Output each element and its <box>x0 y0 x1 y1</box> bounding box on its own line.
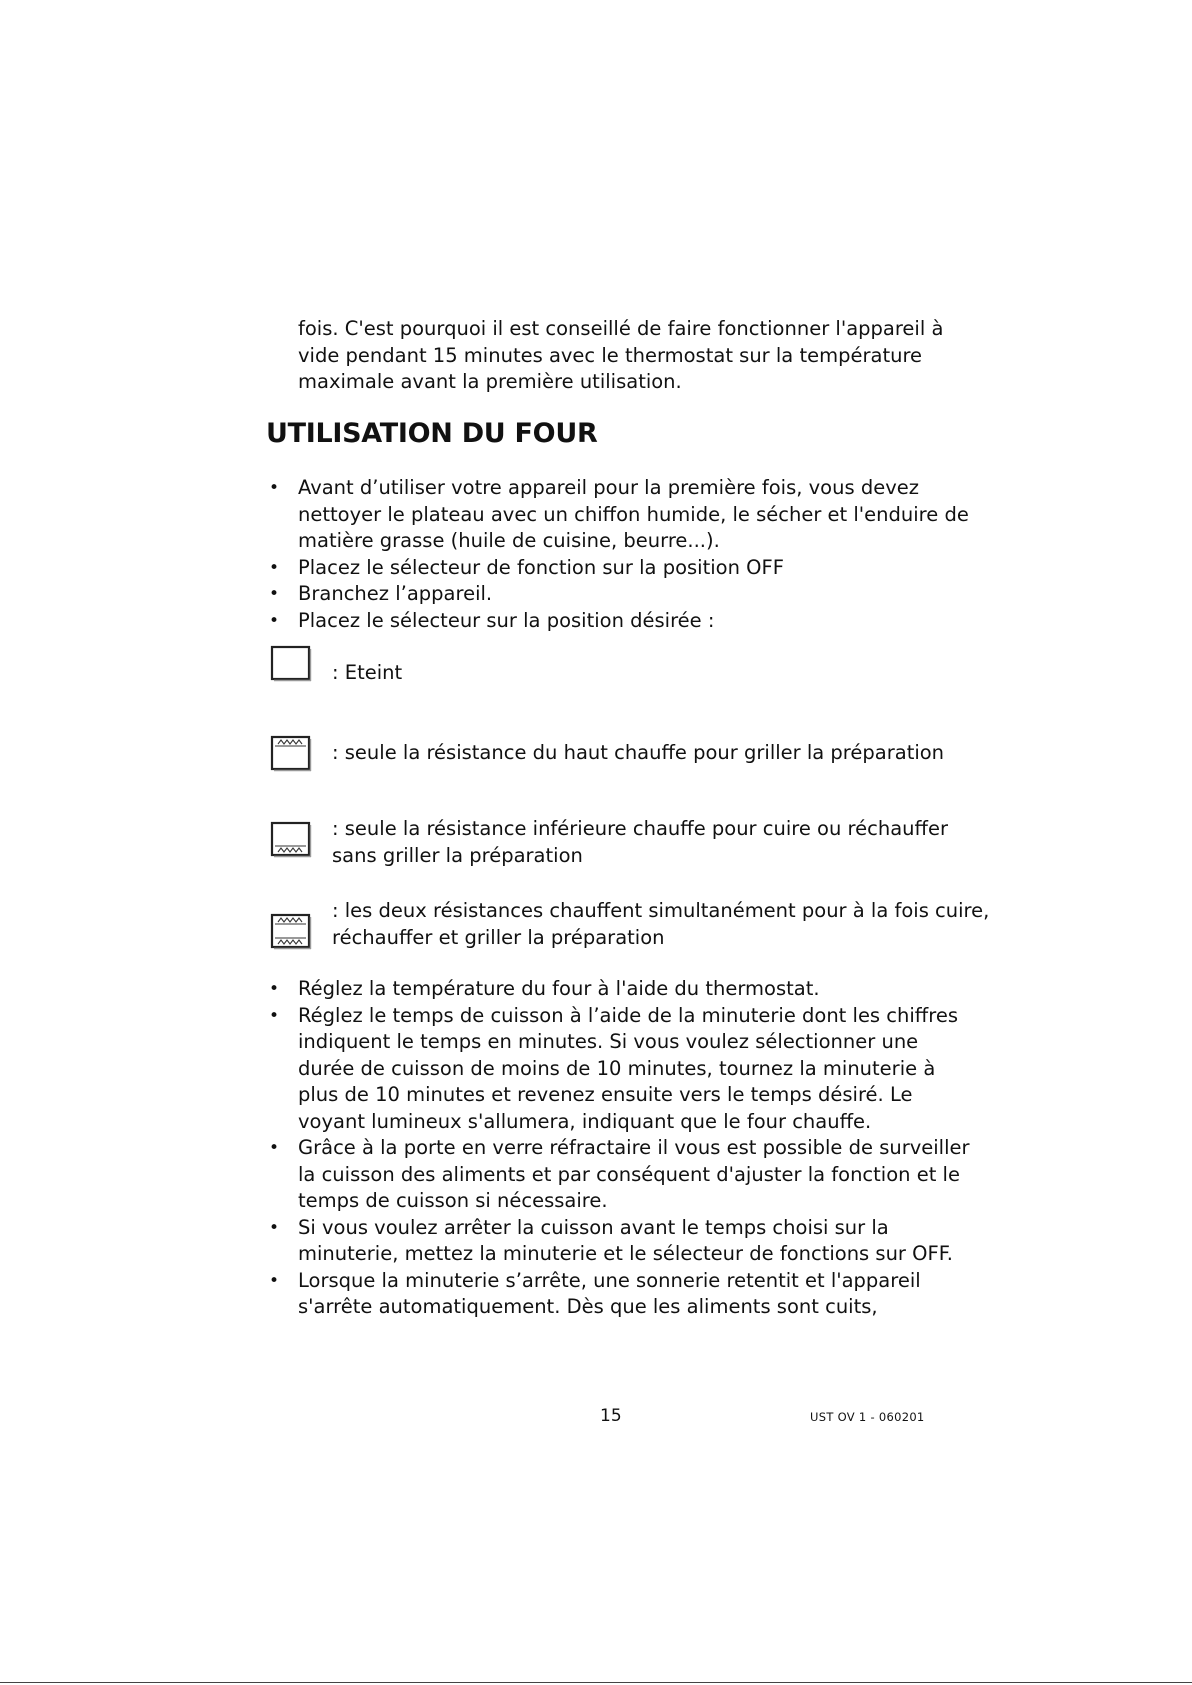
mode-off-label: : Eteint <box>332 661 403 684</box>
mode-top-heat-label: : seule la résistance du haut chauffe pour griller la préparation <box>332 741 945 764</box>
mode-both-heat-label: : les deux résistances chauffent simultanément pour à la fois cuire, réchauffer et griller la préparation <box>332 899 990 949</box>
document-code: UST OV 1 - 060201 <box>810 1410 925 1424</box>
top-heating-element-icon <box>269 734 313 772</box>
bullet-icon: • <box>269 1270 280 1291</box>
list-item: • Branchez l’appareil. <box>266 581 978 608</box>
list-item: • Si vous voulez arrêter la cuisson avant le temps choisi sur la minuterie, mettez la minuterie et le sélecteur de fonctions sur OFF. <box>269 1215 953 1265</box>
bullet-icon: • <box>269 1138 280 1158</box>
mode-bottom-heat-label: : seule la résistance inférieure chauffe pour cuire ou réchauffer sans griller la préparation <box>332 817 948 867</box>
list-item: • Avant d’utiliser votre appareil pour la première fois, vous devez nettoyer le plateau avec un chiffon humide, le sécher et l'enduire de matière grasse (huile de cuisine, beurre...). <box>269 476 969 552</box>
bullet-icon: • <box>269 610 280 631</box>
bullet-icon: • <box>269 557 280 578</box>
bottom-heating-element-icon <box>269 820 313 858</box>
intro-paragraph: fois. C'est pourquoi il est conseillé de faire fonctionner l'appareil à vide pendant 15 minutes avec le thermostat sur la température maximale avant la première utilisation. <box>298 317 944 393</box>
oven-off-icon <box>269 644 313 682</box>
list-item: • Réglez la température du four à l'aide du thermostat. <box>266 976 978 1003</box>
bottom-edge-line <box>0 1682 1192 1683</box>
mode-both-heat-row <box>266 898 990 958</box>
bullet-icon: • <box>269 979 280 999</box>
bullet-icon: • <box>269 1217 280 1238</box>
bullet-icon: • <box>269 584 280 604</box>
mode-off-row <box>266 644 986 694</box>
list-item: • Grâce à la porte en verre réfractaire il vous est possible de surveiller la cuisson des aliments et par conséquent d'ajuster la fonction et le temps de cuisson si nécessaire. <box>269 1136 970 1212</box>
list-item: • Placez le sélecteur sur la position désirée : <box>266 608 978 635</box>
mode-top-heat-row <box>266 732 986 782</box>
mode-bottom-heat-row <box>266 816 986 876</box>
list-item: • Placez le sélecteur de fonction sur la position OFF <box>266 555 978 582</box>
list-item: • Réglez le temps de cuisson à l’aide de la minuterie dont les chiffres indiquent le temps en minutes. Si vous voulez sélectionner une durée de cuisson de moins de 10 minutes, tournez la minuterie à plus de 10 minutes et revenez ensuite vers le temps désiré. Le voyant lumineux s'allumera, indiquant que le four chauffe. <box>269 1003 958 1133</box>
bullet-icon: • <box>269 1005 280 1026</box>
bullet-icon: • <box>269 478 280 498</box>
instruction-list-end <box>266 976 978 1321</box>
list-item: • Lorsque la minuterie s’arrête, une sonnerie retentit et l'appareil s'arrête automatiquement. Dès que les aliments sont cuits, <box>269 1268 921 1318</box>
section-title: UTILISATION DU FOUR <box>266 418 598 449</box>
instruction-list-start <box>266 475 978 634</box>
top-and-bottom-heating-icon <box>269 912 313 950</box>
page-number: 15 <box>600 1406 622 1426</box>
